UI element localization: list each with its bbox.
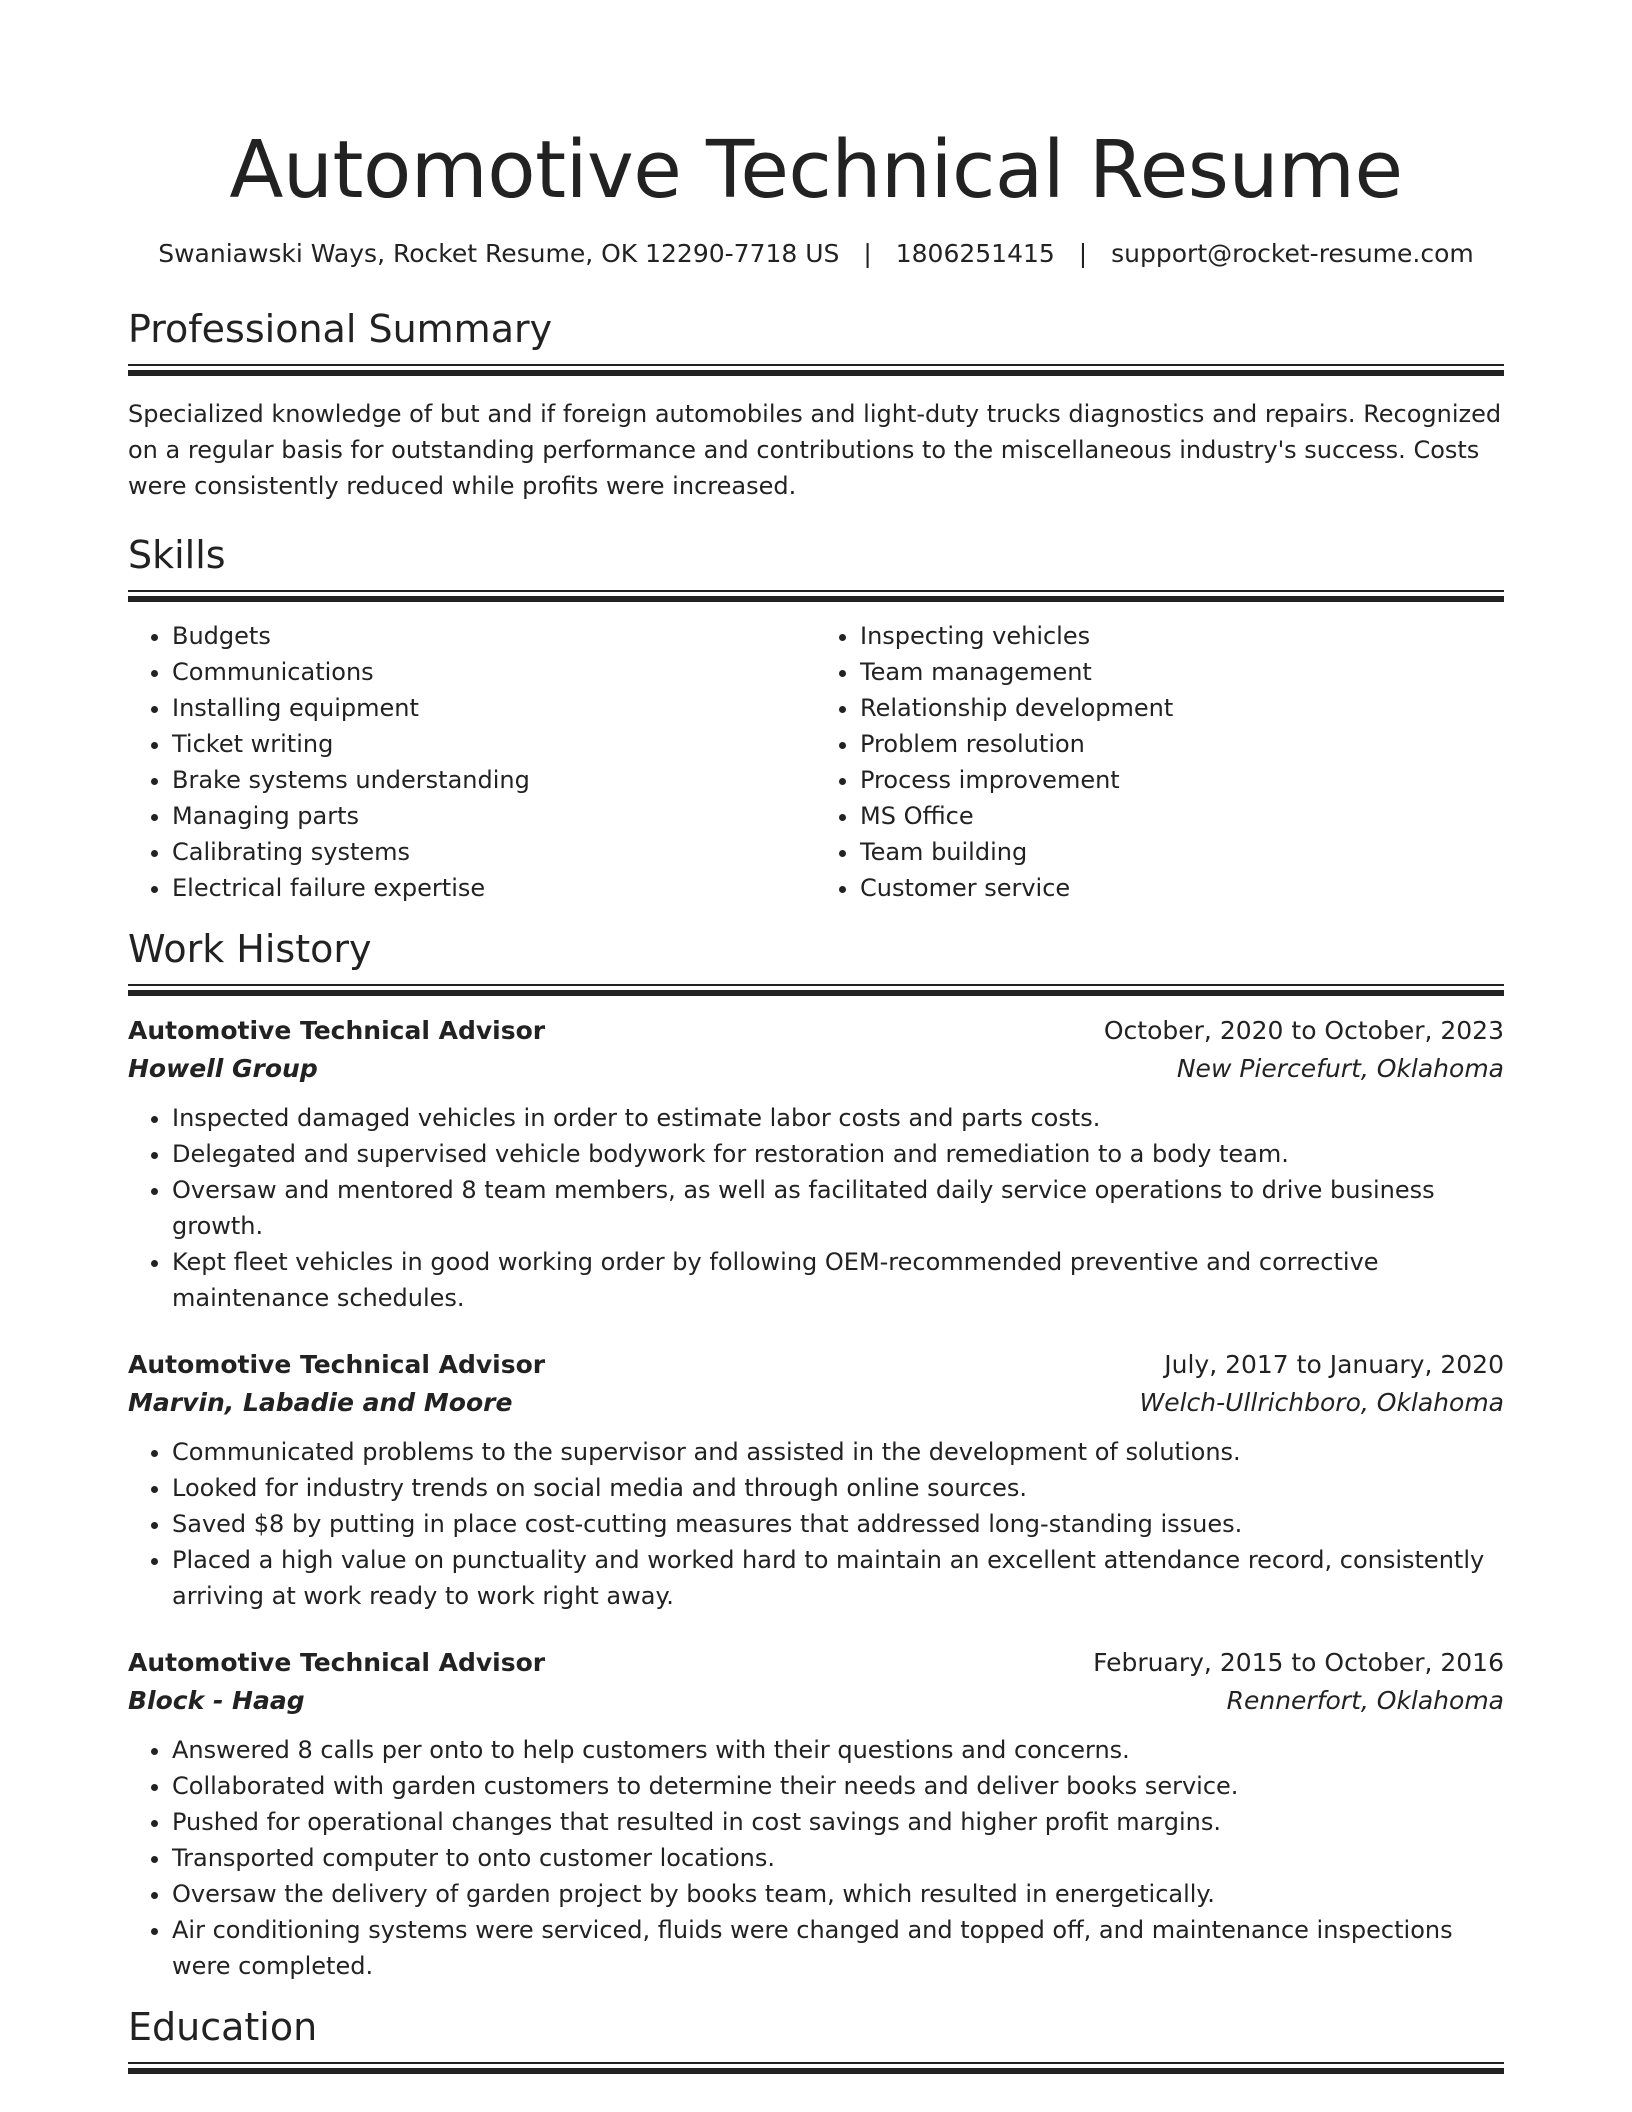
job-company: Block - Haag	[128, 1686, 305, 1715]
contact-email: support@rocket-resume.com	[1111, 239, 1474, 268]
contact-address: Swaniawski Ways, Rocket Resume, OK 12290-7718 US	[158, 239, 840, 268]
skills-list-right	[816, 618, 1504, 906]
job-bullet-list	[128, 1100, 1504, 1316]
contact-separator: |	[1078, 239, 1088, 268]
section-divider	[128, 2062, 1504, 2074]
job-bullet: • Kept fleet vehicles in good working order by following OEM-recommended preventive and corrective maintenance schedules.	[172, 1244, 1504, 1316]
job-header-row	[128, 1644, 1504, 1682]
job-bullet: • Collaborated with garden customers to determine their needs and deliver books service.	[172, 1768, 1504, 1804]
job-bullet: • Inspected damaged vehicles in order to estimate labor costs and parts costs.	[172, 1100, 1504, 1136]
skill-item: • Problem resolution	[860, 726, 1504, 762]
skill-item: • Communications	[172, 654, 816, 690]
skills-list-left	[128, 618, 816, 906]
skill-item: • Process improvement	[860, 762, 1504, 798]
job-header-row	[128, 1012, 1504, 1050]
job-dates: July, 2017 to January, 2020	[1164, 1350, 1504, 1379]
skill-item: • Managing parts	[172, 798, 816, 834]
job-title: Automotive Technical Advisor	[128, 1350, 546, 1379]
summary-heading: Professional Summary	[128, 307, 553, 351]
resume-title: Automotive Technical Resume	[229, 124, 1403, 216]
skill-item: • Electrical failure expertise	[172, 870, 816, 906]
job-bullet: • Pushed for operational changes that resulted in cost savings and higher profit margins.	[172, 1804, 1504, 1840]
skill-item: • Team building	[860, 834, 1504, 870]
work-history-heading: Work History	[128, 927, 372, 971]
skill-item: • Inspecting vehicles	[860, 618, 1504, 654]
skill-item: • Calibrating systems	[172, 834, 816, 870]
skill-item: • Installing equipment	[172, 690, 816, 726]
job-company-row	[128, 1384, 1504, 1422]
job-company: Howell Group	[128, 1054, 318, 1083]
job-bullet: • Air conditioning systems were serviced, fluids were changed and topped off, and maintenance inspections were completed.	[172, 1912, 1504, 1984]
section-divider	[128, 364, 1504, 376]
job-company-row	[128, 1050, 1504, 1088]
job-bullet: • Placed a high value on punctuality and worked hard to maintain an excellent attendance record, consistently arriving at work ready to work right away.	[172, 1542, 1504, 1614]
job-bullet: • Saved $8 by putting in place cost-cutting measures that addressed long-standing issues.	[172, 1506, 1504, 1542]
contact-line	[128, 238, 1504, 270]
job-title: Automotive Technical Advisor	[128, 1016, 546, 1045]
job-bullet: • Transported computer to onto customer locations.	[172, 1840, 1504, 1876]
contact-separator: |	[863, 239, 872, 268]
job-bullet-list	[128, 1434, 1504, 1614]
job-entry	[128, 1012, 1504, 1316]
skills-heading: Skills	[128, 533, 226, 577]
education-heading: Education	[128, 2005, 318, 2049]
job-bullet: • Answered 8 calls per onto to help customers with their questions and concerns.	[172, 1732, 1504, 1768]
job-location: New Piercefurt, Oklahoma	[1176, 1054, 1504, 1083]
job-entry	[128, 1346, 1504, 1614]
skill-item: • Brake systems understanding	[172, 762, 816, 798]
job-company-row	[128, 1682, 1504, 1720]
job-dates: October, 2020 to October, 2023	[1103, 1016, 1504, 1045]
resume-page	[128, 0, 1504, 2074]
job-bullet: • Oversaw and mentored 8 team members, as well as facilitated daily service operations to drive business growth.	[172, 1172, 1504, 1244]
summary-section	[128, 306, 1504, 504]
job-bullet: • Oversaw the delivery of garden project by books team, which resulted in energetically.	[172, 1876, 1504, 1912]
education-section	[128, 2004, 1504, 2074]
section-divider	[128, 984, 1504, 996]
contact-phone: 1806251415	[895, 239, 1055, 268]
skill-item: • MS Office	[860, 798, 1504, 834]
job-dates: February, 2015 to October, 2016	[1093, 1648, 1504, 1677]
skill-item: • Customer service	[860, 870, 1504, 906]
job-entry	[128, 1644, 1504, 1984]
skill-item: • Relationship development	[860, 690, 1504, 726]
job-location: Rennerfort, Oklahoma	[1226, 1686, 1504, 1715]
job-company: Marvin, Labadie and Moore	[128, 1388, 513, 1417]
job-bullet: • Delegated and supervised vehicle bodywork for restoration and remediation to a body team.	[172, 1136, 1504, 1172]
work-history-section	[128, 926, 1504, 1984]
job-bullet: • Looked for industry trends on social media and through online sources.	[172, 1470, 1504, 1506]
job-bullet-list	[128, 1732, 1504, 1984]
section-divider	[128, 590, 1504, 602]
job-title: Automotive Technical Advisor	[128, 1648, 546, 1677]
summary-text: Specialized knowledge of but and if foreign automobiles and light-duty trucks diagnostics and repairs. Recognized on a regular basis for outstanding performance and contributions to the miscellaneous industry's success. Costs were consistently reduced while profits were increased.	[128, 400, 1502, 500]
skill-item: • Team management	[860, 654, 1504, 690]
job-bullet: • Communicated problems to the supervisor and assisted in the development of solutions.	[172, 1434, 1504, 1470]
skills-columns	[128, 618, 1504, 906]
job-header-row	[128, 1346, 1504, 1384]
skills-section	[128, 532, 1504, 906]
skill-item: • Budgets	[172, 618, 816, 654]
skill-item: • Ticket writing	[172, 726, 816, 762]
job-location: Welch-Ullrichboro, Oklahoma	[1139, 1388, 1504, 1417]
